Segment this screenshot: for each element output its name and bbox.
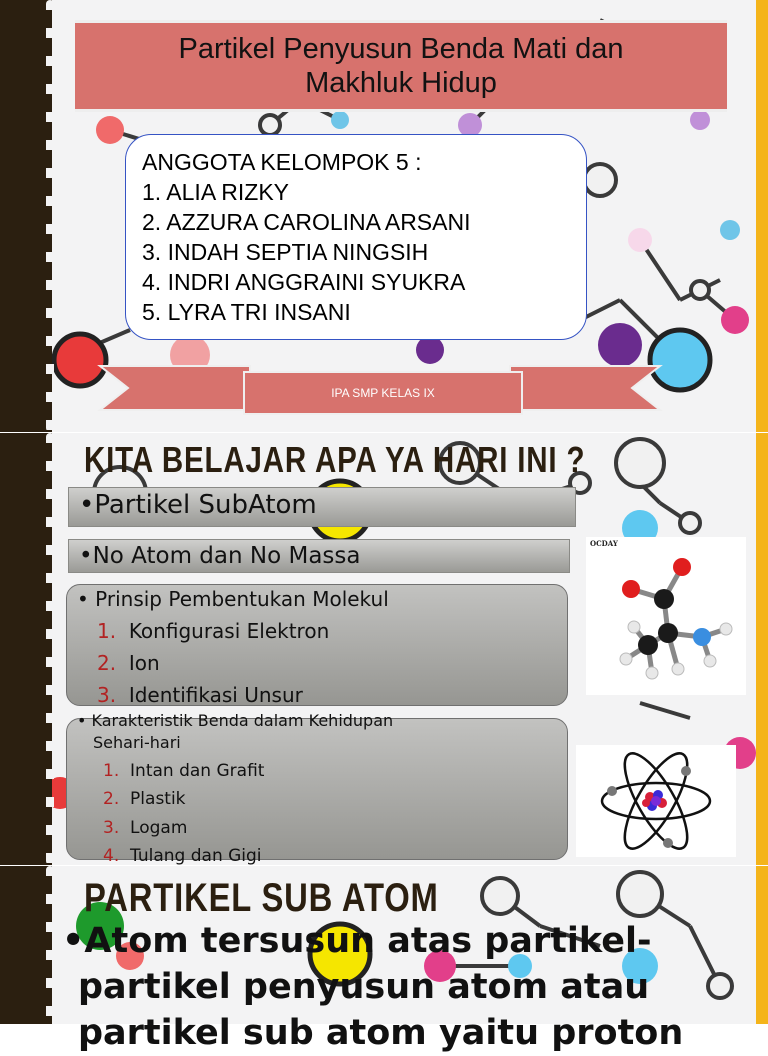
panel-heading: • Prinsip Pembentukan Molekul: [77, 587, 389, 611]
title-banner: [75, 20, 727, 112]
right-decorative-strip: [756, 866, 768, 1024]
slide-title: [0, 0, 768, 432]
list-item: 1. Intan dan Grafit: [103, 761, 265, 781]
atom-image: [576, 745, 736, 857]
topic-text: Partikel SubAtom: [94, 490, 317, 520]
body-line-text: Atom tersusun atas partikel-: [84, 921, 652, 961]
topic-panel-molecule: [66, 584, 568, 706]
slide-subatomic: [0, 866, 768, 1053]
group-members-box: [125, 134, 587, 340]
panel-heading-text: Prinsip Pembentukan Molekul: [95, 587, 389, 611]
body-line: partikel penyusun atom atau: [78, 967, 650, 1007]
topic-bar: [68, 487, 576, 527]
left-decorative-strip: [0, 433, 52, 865]
image-caption: OCDAY: [590, 539, 618, 548]
list-item-text: Konfigurasi Elektron: [128, 619, 330, 643]
list-item: 2. Plastik: [103, 789, 186, 809]
member-item: 2. AZZURA CAROLINA ARSANI: [142, 209, 471, 235]
slide-title-text: Partikel Penyusun Benda Mati dan Makhluk Hidup: [178, 33, 624, 99]
list-item-text: Logam: [130, 818, 188, 838]
member-item: 1. ALIA RIZKY: [142, 179, 290, 205]
panel-heading: • Karakteristik Benda dalam Kehidupan: [77, 711, 394, 730]
left-decorative-strip: [0, 0, 52, 432]
slide-heading: PARTIKEL SUB ATOM: [84, 876, 439, 920]
member-item: 5. LYRA TRI INSANI: [142, 299, 351, 325]
body-paragraph: [62, 918, 683, 1056]
slide-heading: KITA BELAJAR APA YA HARI INI ?: [84, 439, 586, 480]
topic-bar: [68, 539, 570, 573]
members-heading: ANGGOTA KELOMPOK 5 :: [142, 149, 422, 175]
topic-text: No Atom dan No Massa: [92, 543, 361, 569]
list-item: 1. Konfigurasi Elektron: [97, 619, 330, 643]
topic-bullet: •No Atom dan No Massa: [79, 543, 361, 569]
member-item: 3. INDAH SEPTIA NINGSIH: [142, 239, 429, 265]
right-decorative-strip: [756, 0, 768, 432]
class-label-banner: [243, 371, 523, 415]
list-item-text: Ion: [128, 651, 160, 675]
list-item: 3. Identifikasi Unsur: [97, 683, 303, 707]
body-line: •Atom tersusun atas partikel-: [62, 921, 652, 961]
panel-heading-text: Karakteristik Benda dalam Kehidupan: [91, 711, 394, 730]
topic-bullet: •Partikel SubAtom: [79, 490, 317, 520]
list-item: 2. Ion: [97, 651, 160, 675]
right-decorative-strip: [756, 433, 768, 865]
class-label: IPA SMP KELAS IX: [331, 386, 435, 400]
topic-panel-daily-life: [66, 711, 568, 866]
list-item-text: Tulang dan Gigi: [130, 846, 262, 866]
molecule-model-icon: [586, 537, 746, 695]
atom-model-icon: [576, 745, 736, 857]
member-item: 4. INDRI ANGGRAINI SYUKRA: [142, 269, 466, 295]
list-item-text: Identifikasi Unsur: [128, 683, 303, 707]
panel-heading-cont: Sehari-hari: [93, 733, 181, 752]
list-item: 3. Logam: [103, 818, 188, 838]
left-decorative-strip: [0, 866, 52, 1024]
slide-topics: [0, 433, 768, 865]
body-line: partikel sub atom yaitu proton: [78, 1013, 684, 1053]
list-item-text: Plastik: [130, 789, 186, 809]
list-item-text: Intan dan Grafit: [130, 761, 265, 781]
molecule-image: [586, 537, 746, 695]
list-item: 4. Tulang dan Gigi: [103, 846, 262, 866]
